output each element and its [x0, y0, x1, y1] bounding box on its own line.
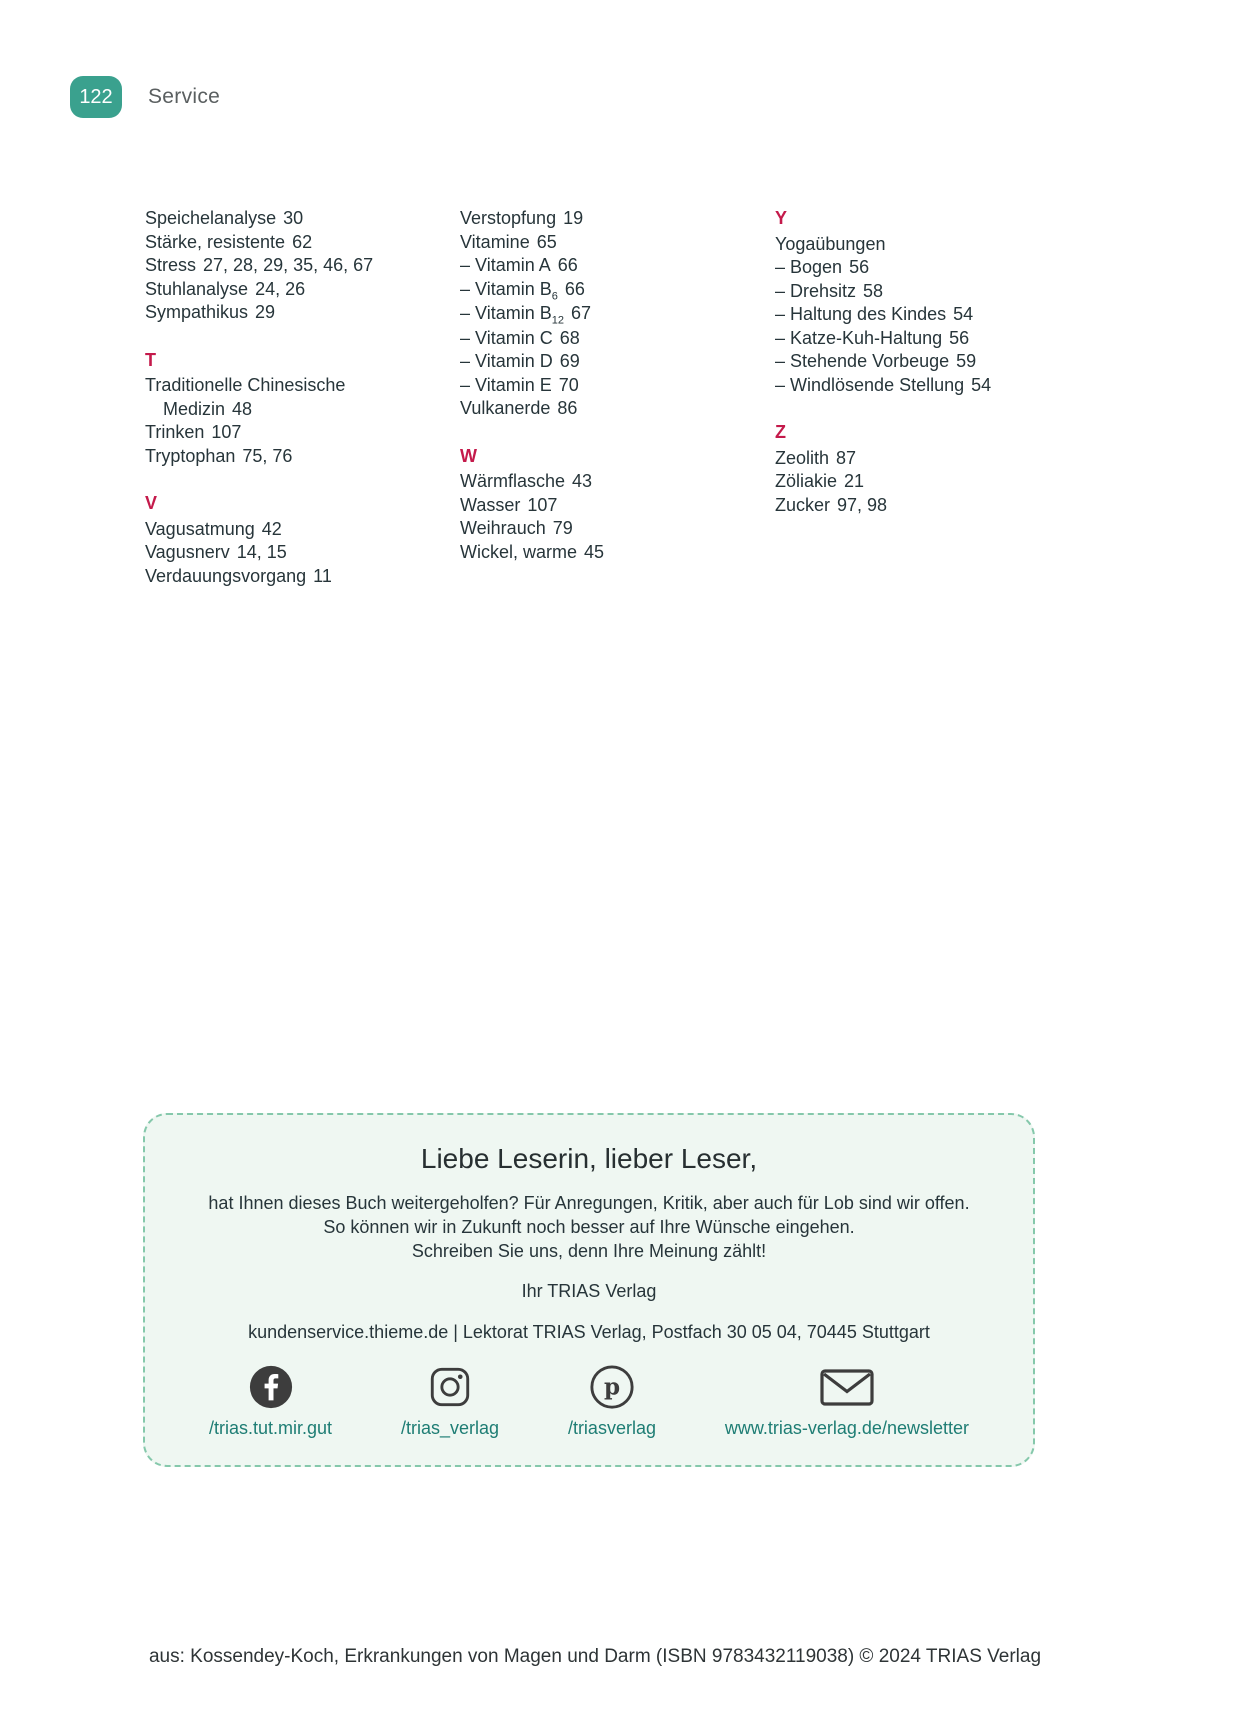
- index-entry-pages: 54: [953, 304, 974, 324]
- index-entry: [460, 350, 740, 374]
- index-entry-pages: 30: [283, 208, 304, 228]
- index-entry: [460, 470, 740, 494]
- index-letter-heading: W: [460, 445, 477, 466]
- index-entry: [145, 207, 425, 231]
- index-group: [775, 421, 1055, 517]
- reader-box-line: So können wir in Zukunft noch besser auf Ihre Wünsche eingehen.: [323, 1217, 855, 1237]
- reader-box-signature: Ihr TRIAS Verlag: [521, 1281, 657, 1301]
- index-entry-term: Wasser: [460, 494, 521, 515]
- index-entry: [460, 541, 740, 565]
- index-entry-pages: 67: [570, 303, 591, 324]
- index-entry: [775, 494, 1055, 518]
- page-header: [70, 76, 220, 118]
- index-group: [460, 445, 740, 565]
- social-item: [401, 1363, 499, 1439]
- index-entry-term: Sympathikus: [145, 302, 249, 322]
- index-entry-pages: 19: [563, 208, 584, 228]
- index-group: [145, 207, 425, 325]
- index-column: [775, 207, 1090, 588]
- index-entry-pages: 86: [557, 398, 578, 419]
- index-entry: [145, 301, 425, 325]
- index-entry-pages: 29: [255, 302, 276, 322]
- index-entry-term: Vitamine: [460, 231, 530, 252]
- index-entry: [775, 327, 1055, 351]
- imprint-footer: aus: Kossendey-Koch, Erkrankungen von Magen und Darm (ISBN 9783432119038) © 2024 TRIAS Verlag: [148, 1646, 1042, 1667]
- index-entry-pages: 54: [971, 374, 992, 395]
- index-entry-pages: 66: [564, 278, 585, 299]
- index-entry-term: Zöliakie: [775, 471, 838, 491]
- index-entry-pages: 14, 15: [236, 542, 287, 562]
- index-entry-pages: 43: [572, 471, 593, 492]
- index-entry-term: – Katze-Kuh-Haltung: [775, 327, 943, 348]
- index-entry: [145, 254, 425, 278]
- index-entry-pages: 56: [949, 327, 970, 348]
- index-entry-pages: 27, 28, 29, 35, 46, 67: [203, 255, 374, 275]
- index-entry-pages: 42: [261, 518, 282, 539]
- index-entry-pages: 69: [559, 351, 580, 372]
- index-entry-pages: 21: [844, 471, 865, 491]
- index-entry: [460, 374, 740, 398]
- page-number-badge: 122: [70, 76, 122, 118]
- index-entry-pages: 58: [863, 280, 884, 301]
- index-entry: [460, 302, 740, 327]
- index-entry-pages: 59: [956, 351, 977, 371]
- index-group: [460, 207, 740, 421]
- svg-text:p: p: [603, 1373, 620, 1401]
- index-entry: [775, 470, 1055, 494]
- index-entry-pages: 48: [232, 398, 253, 419]
- index-entry-term: Trinken: [145, 422, 205, 442]
- index-entry-pages: 68: [559, 327, 580, 348]
- index-entry: [775, 374, 1055, 398]
- index-entry-term: – Vitamin B: [460, 303, 552, 324]
- index-entry: [145, 518, 425, 542]
- index-entry-pages: 11: [313, 565, 332, 586]
- index-entry: [460, 254, 740, 278]
- instagram-icon: [427, 1363, 473, 1411]
- index-entry: [460, 397, 740, 421]
- index-entry-pages: 66: [557, 255, 578, 275]
- index-entry: [145, 445, 425, 469]
- index-entry-term: – Vitamin C: [460, 327, 553, 348]
- reader-feedback-box: [143, 1113, 1035, 1467]
- social-handle: www.trias-verlag.de/newsletter: [724, 1418, 969, 1438]
- social-handle: /triasverlag: [567, 1418, 656, 1438]
- index-entry: [775, 256, 1055, 280]
- reader-box-title: Liebe Leserin, lieber Leser,: [420, 1143, 758, 1174]
- index-columns: [145, 207, 1090, 588]
- index-entry: [775, 233, 1055, 257]
- index-entry: [460, 231, 740, 255]
- index-entry-term: Weihrauch: [460, 518, 546, 539]
- index-entry-pages: 79: [552, 518, 573, 539]
- index-entry: [460, 207, 740, 231]
- index-letter-heading: Y: [775, 208, 788, 228]
- index-entry-pages: 70: [558, 374, 579, 395]
- index-entry-term: – Bogen: [775, 257, 843, 277]
- index-letter-heading: Z: [775, 422, 786, 442]
- index-entry: [145, 421, 425, 445]
- index-entry-term: – Drehsitz: [775, 280, 857, 301]
- index-entry-term: Speichelanalyse: [145, 208, 277, 228]
- index-entry-term: Verdauungsvorgang: [145, 565, 307, 586]
- facebook-icon: [248, 1363, 294, 1411]
- index-column: [145, 207, 460, 588]
- index-entry-pages: 97, 98: [837, 494, 888, 515]
- index-entry: [460, 494, 740, 518]
- social-item: [725, 1363, 969, 1439]
- index-entry: [145, 278, 425, 302]
- index-entry-term: Vulkanerde: [460, 398, 551, 419]
- index-letter-heading: V: [145, 493, 158, 513]
- index-entry-term: – Haltung des Kindes: [775, 304, 947, 324]
- index-column: [460, 207, 775, 588]
- index-entry: [145, 231, 425, 255]
- index-entry-pages: 75, 76: [242, 445, 293, 466]
- index-entry-pages: 56: [849, 257, 870, 277]
- index-entry: [460, 278, 740, 303]
- reader-box-line: Schreiben Sie uns, denn Ihre Meinung zählt!: [411, 1241, 767, 1261]
- index-group: [775, 207, 1055, 397]
- index-entry-subscript: 12: [551, 314, 564, 327]
- pinterest-icon: [589, 1363, 635, 1411]
- index-entry-term: Wärmflasche: [460, 471, 566, 492]
- index-entry-term: Yogaübungen: [775, 233, 886, 254]
- social-links-row: [181, 1363, 997, 1439]
- index-entry-term: Zucker: [775, 494, 831, 515]
- section-title: Service: [148, 85, 221, 108]
- index-entry-term: Stress: [145, 255, 197, 275]
- reader-box-contact: kundenservice.thieme.de | Lektorat TRIAS Verlag, Postfach 30 05 04, 70445 Stuttgart: [248, 1322, 930, 1342]
- social-handle: /trias_verlag: [400, 1418, 500, 1438]
- index-entry-term: Tryptophan: [145, 445, 236, 466]
- index-letter-heading: T: [145, 349, 156, 370]
- reader-box-text: [181, 1191, 997, 1263]
- index-entry-term: – Vitamin D: [460, 351, 553, 372]
- social-handle: /trias.tut.mir.gut: [209, 1418, 333, 1438]
- index-entry-term: – Stehende Vorbeuge: [775, 351, 950, 371]
- index-entry: [460, 327, 740, 351]
- index-entry-pages: 45: [584, 541, 605, 562]
- index-entry: [775, 350, 1055, 374]
- index-entry-term: – Vitamin A: [460, 255, 551, 275]
- index-entry-pages: 62: [292, 231, 313, 252]
- social-item: [568, 1363, 656, 1439]
- index-entry-term: – Windlösende Stellung: [775, 374, 965, 395]
- social-item: [209, 1363, 332, 1439]
- index-entry-pages: 107: [527, 494, 558, 515]
- index-entry-subscript: 6: [551, 290, 558, 303]
- index-entry-term: Wickel, warme: [460, 541, 578, 562]
- index-entry-term: Zeolith: [775, 447, 830, 468]
- index-entry-term: Verstopfung: [460, 208, 557, 228]
- index-entry-term: – Vitamin B: [460, 278, 552, 299]
- index-entry: [775, 280, 1055, 304]
- index-entry-term: Stuhlanalyse: [145, 278, 249, 299]
- reader-box-line: hat Ihnen dieses Buch weitergeholfen? Für Anregungen, Kritik, aber auch für Lob sind wir offen.: [208, 1193, 970, 1213]
- index-entry-term: – Vitamin E: [460, 374, 552, 395]
- index-entry: [775, 447, 1055, 471]
- index-entry-pages: 107: [211, 422, 242, 442]
- index-entry-term: Traditionelle Chinesische Medizin: [145, 375, 346, 419]
- index-entry-pages: 65: [536, 231, 557, 252]
- index-entry: [460, 517, 740, 541]
- index-entry-term: Vagusnerv: [145, 542, 230, 562]
- index-entry: [775, 303, 1055, 327]
- index-entry-term: Vagusatmung: [145, 518, 255, 539]
- newsletter-email-icon: [818, 1363, 876, 1411]
- index-entry-term: Stärke, resistente: [145, 231, 286, 252]
- index-entry: [145, 541, 425, 565]
- index-entry-pages: 24, 26: [255, 278, 306, 299]
- index-group: [145, 492, 425, 588]
- index-entry: [145, 374, 425, 421]
- index-group: [145, 349, 425, 469]
- index-entry-pages: 87: [836, 447, 857, 468]
- index-entry: [145, 565, 425, 589]
